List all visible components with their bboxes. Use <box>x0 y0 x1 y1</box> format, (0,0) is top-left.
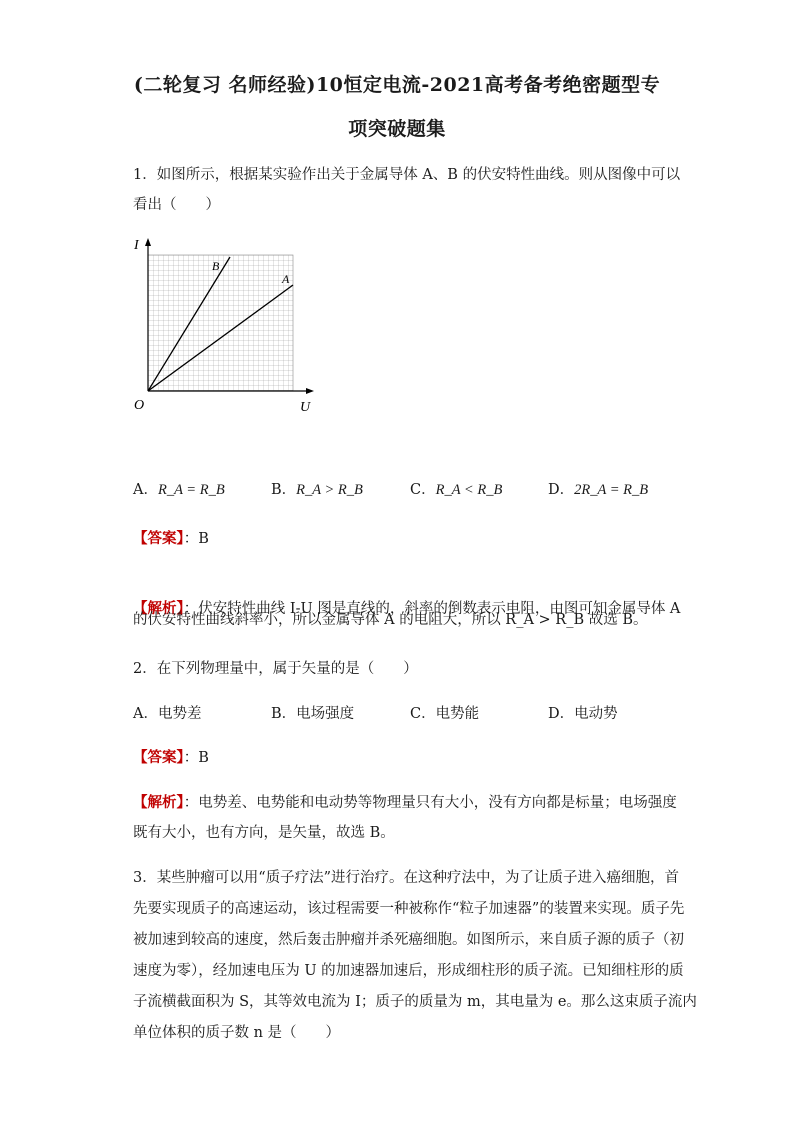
q1-stem-line1: 1．如图所示，根据某实验作出关于金属导体 A、B 的伏安特性曲线。则从图像中可以 <box>133 167 681 183</box>
q2-option-c[interactable]: C．电势能 <box>410 706 480 722</box>
graph-grid <box>148 255 293 391</box>
q2-option-d[interactable]: D．电动势 <box>548 706 618 722</box>
q3-line3: 被加速到较高的速度，然后轰击肿瘤并杀死癌细胞。如图所示，来自质子源的质子（初 <box>133 932 684 948</box>
q3-line5: 子流横截面积为 S，其等效电流为 I；质子的质量为 m，其电量为 e。那么这束质子流内 <box>133 994 697 1010</box>
q1-analysis-line2: 的伏安特性曲线斜率小，所以金属导体 A 的电阻大，所以 R_A > R_B 故选 B。 <box>133 612 648 628</box>
q1-answer: 【答案】：B <box>133 530 209 547</box>
q3-line1: 3．某些肿瘤可以用“质子疗法”进行治疗。在这种疗法中，为了让质子进入癌细胞，首 <box>133 870 680 886</box>
q1-option-d[interactable]: D．2R_A = R_B <box>548 482 649 498</box>
q2-analysis-line2: 既有大小，也有方向，是矢量，故选 B。 <box>133 825 395 841</box>
line-a-label: A <box>282 272 290 286</box>
q2-analysis-line1: 【解析】：电势差、电势能和电动势等物理量只有大小，没有方向都是标量；电场强度 <box>133 794 677 811</box>
y-axis-label: I <box>134 238 139 253</box>
q1-stem-line2: 看出（ ） <box>133 197 220 213</box>
q3-line2: 先要实现质子的高速运动，该过程需要一种被称作“粒子加速器”的装置来实现。质子先 <box>133 901 685 917</box>
x-axis-arrow <box>306 388 314 394</box>
origin-label: O <box>134 398 145 413</box>
q3-line4: 速度为零），经加速电压为 U 的加速器加速后，形成细柱形的质子流。已知细柱形的质 <box>133 963 684 979</box>
q1-analysis-line1: 【解析】：伏安特性曲线 I-U 图是直线的，斜率的倒数表示电阻，由图可知金属导体 A <box>133 600 681 617</box>
q1-option-b[interactable]: B．R_A > R_B <box>271 482 363 498</box>
line-b-label: B <box>212 259 220 273</box>
q2-answer: 【答案】：B <box>133 749 209 766</box>
x-axis-label: U <box>300 400 311 415</box>
y-axis-arrow <box>145 238 151 246</box>
q1-option-a[interactable]: A．R_A = R_B <box>133 482 225 498</box>
q2-option-a[interactable]: A．电势差 <box>133 706 202 722</box>
q2-stem: 2．在下列物理量中，属于矢量的是（ ） <box>133 661 418 677</box>
q1-option-c[interactable]: C．R_A < R_B <box>410 482 503 498</box>
q2-option-b[interactable]: B．电场强度 <box>271 706 355 722</box>
q1-iu-graph <box>128 235 328 415</box>
q3-line6: 单位体积的质子数 n 是（ ） <box>133 1025 341 1041</box>
document-title-line1: (二轮复习 名师经验)10恒定电流-2021高考备考绝密题型专 <box>133 74 661 96</box>
document-title-line2: 项突破题集 <box>348 118 446 140</box>
